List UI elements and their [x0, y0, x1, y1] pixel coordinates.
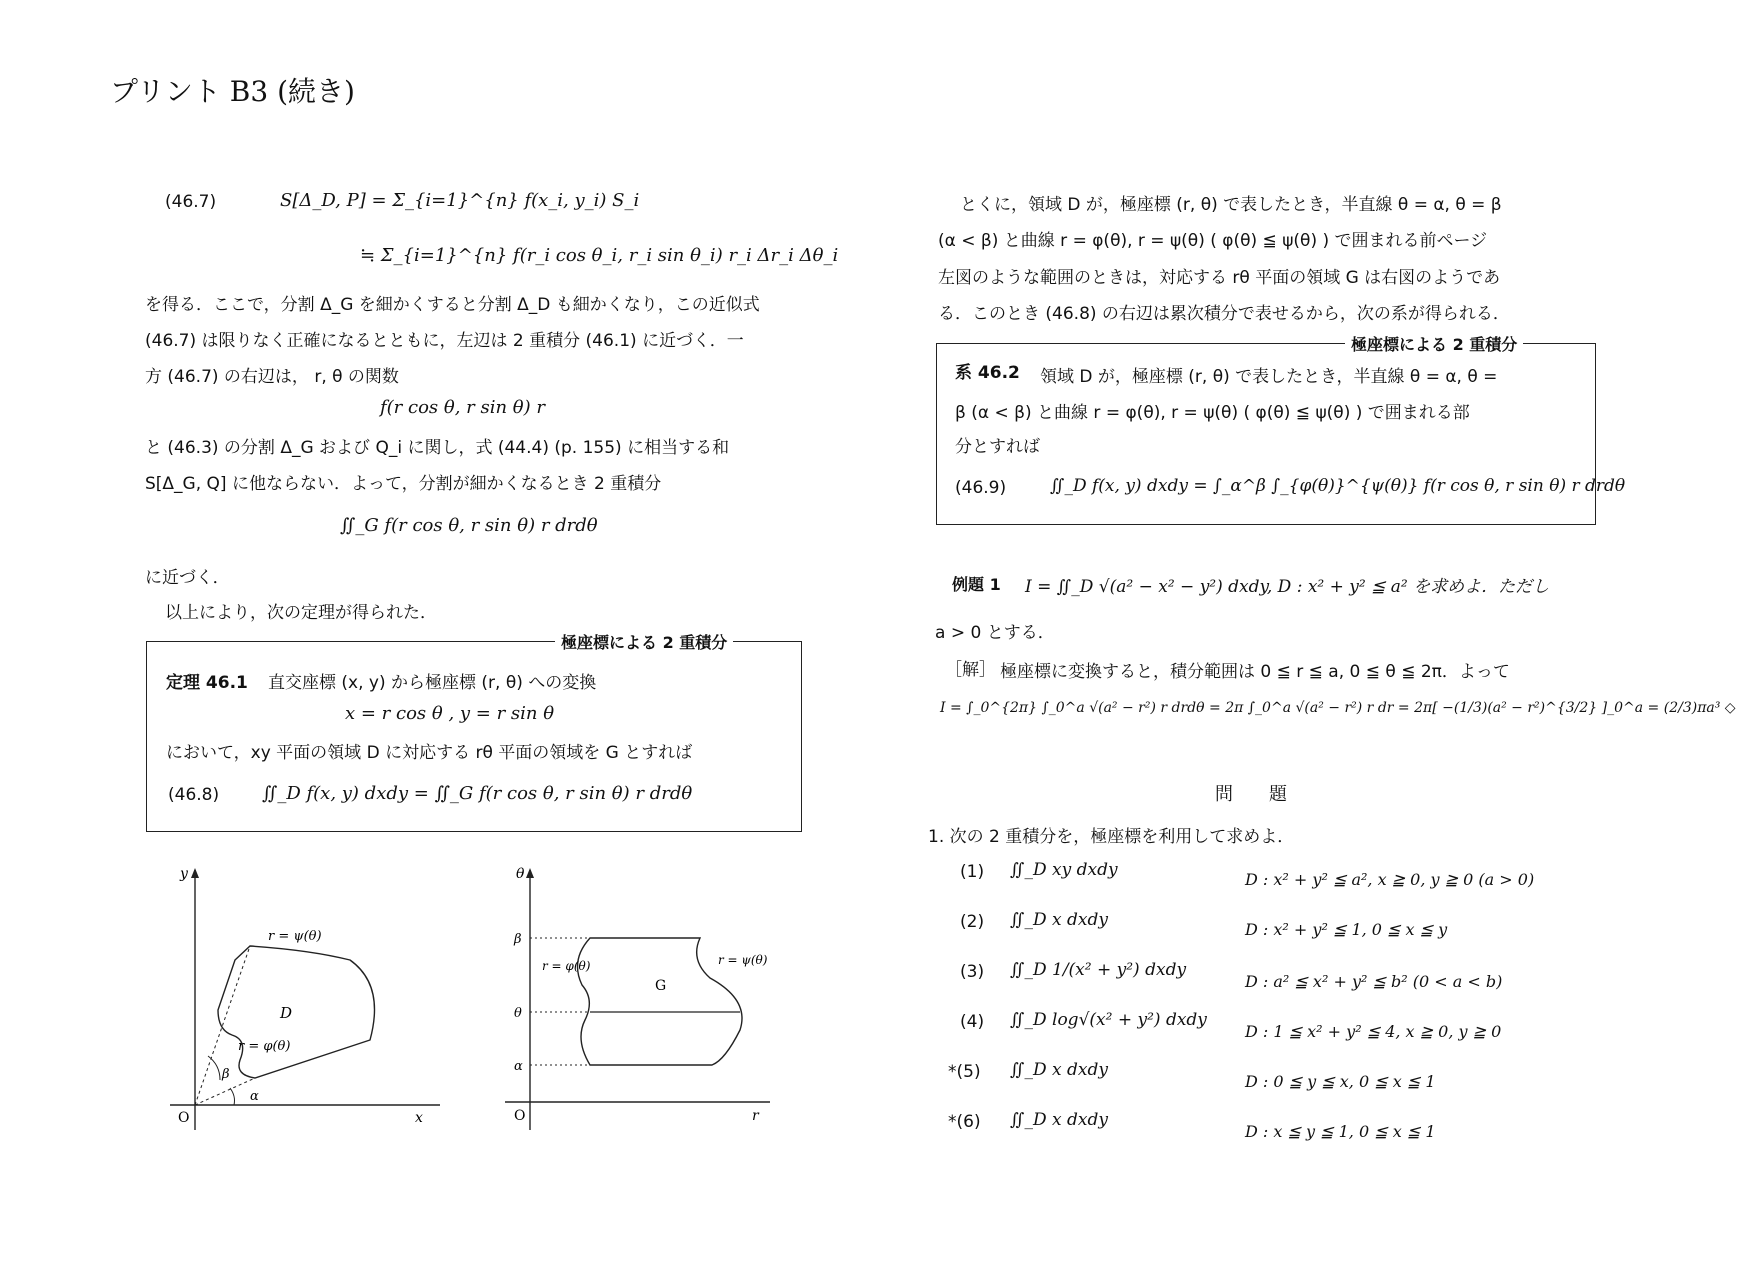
left-paragraph-line2: (46.7) は限りなく正確になるとともに，左辺は 2 重積分 (46.1) に近づく．一 — [145, 331, 744, 351]
solution-heading: ［解］ — [945, 660, 996, 680]
right-paragraph-line1: とくに，領域 D が，極座標 (r, θ) で表したとき，半直線 θ = α, θ = β — [960, 195, 1502, 215]
theorem-equation: x = r cos θ , y = r sin θ — [345, 703, 555, 724]
left-paragraph-line7: 以上により，次の定理が得られた． — [165, 603, 437, 623]
problem-item-4-number: (4) — [960, 1012, 985, 1032]
problem-1-prompt: 1. 次の 2 重積分を，極座標を利用して求めよ． — [928, 827, 1295, 847]
problem-item-3-domain: D : a² ≦ x² + y² ≦ b² (0 < a < b) — [1245, 972, 1503, 991]
problem-item-1-number: (1) — [960, 862, 985, 882]
eq-46-8: ∬_D f(x, y) dxdy = ∬_G f(r cos θ, r sin θ) r drdθ — [262, 783, 693, 804]
problem-item-4-expression: ∬_D log√(x² + y²) dxdy — [1010, 1010, 1207, 1030]
origin-label: O — [178, 1110, 190, 1126]
problem-item-2-expression: ∬_D x dxdy — [1010, 910, 1108, 930]
problem-item-5-number: *(5) — [948, 1062, 981, 1082]
eq-46-7-number: (46.7) — [165, 192, 217, 212]
right-paragraph-line4: る．このとき (46.8) の右辺は累次積分で表せるから，次の系が得られる． — [938, 304, 1510, 324]
theorem-heading: 定理 46.1 — [166, 673, 248, 693]
alpha-angle-label: α — [250, 1089, 259, 1104]
problem-item-2-domain: D : x² + y² ≦ 1, 0 ≦ x ≦ y — [1245, 920, 1448, 939]
eq-46-9: ∬_D f(x, y) dxdy = ∫_α^β ∫_{φ(θ)}^{ψ(θ)} f(r cos θ, r sin θ) r drdθ — [1050, 476, 1626, 496]
x-axis-label: x — [415, 1110, 423, 1126]
left-paragraph-line1: を得る．ここで，分割 Δ_G を細かくすると分割 Δ_D も細かくなり，この近似式 — [145, 295, 760, 315]
psi-curve-label: r = ψ(θ) — [268, 929, 322, 944]
problem-item-2-number: (2) — [960, 912, 985, 932]
beta-tick-label: β — [514, 932, 522, 947]
problem-item-6-expression: ∬_D x dxdy — [1010, 1110, 1108, 1130]
theorem-line1: 直交座標 (x, y) から極座標 (r, θ) への変換 — [268, 673, 597, 693]
eq-46-8-number: (46.8) — [168, 785, 220, 805]
corollary-line2: β (α < β) と曲線 r = φ(θ), r = ψ(θ) ( φ(θ) ≦ ψ(θ) ) で囲まれる部 — [955, 403, 1470, 423]
eq-46-9-number: (46.9) — [955, 478, 1007, 498]
problem-item-6-domain: D : x ≦ y ≦ 1, 0 ≦ x ≦ 1 — [1245, 1122, 1436, 1141]
problem-item-5-domain: D : 0 ≦ y ≦ x, 0 ≦ x ≦ 1 — [1245, 1072, 1436, 1091]
corollary-line3: 分とすれば — [955, 437, 1040, 457]
corollary-heading: 系 46.2 — [955, 363, 1020, 383]
theorem-box-label: 極座標による 2 重積分 — [555, 630, 733, 653]
polar-integral: ∬_G f(r cos θ, r sin θ) r drdθ — [340, 515, 598, 536]
theta-axis-label: θ — [516, 866, 525, 882]
right-paragraph-line2: (α < β) と曲線 r = φ(θ), r = ψ(θ) ( φ(θ) ≦ ψ(θ) ) で囲まれる前ページ — [938, 231, 1488, 251]
problem-item-3-expression: ∬_D 1/(x² + y²) dxdy — [1010, 960, 1187, 980]
xy-plane-figure — [150, 860, 450, 1135]
example-heading: 例題 1 — [952, 575, 1001, 594]
eq-46-7-line2: ≒ Σ_{i=1}^{n} f(r_i cos θ_i, r_i sin θ_i) r_i Δr_i Δθ_i — [360, 245, 839, 266]
alpha-tick-label: α — [514, 1059, 523, 1074]
problem-item-5-expression: ∬_D x dxdy — [1010, 1060, 1108, 1080]
left-paragraph-line3: 方 (46.7) の右辺は， r, θ の関数 — [145, 367, 399, 387]
theta-tick-label: θ — [514, 1006, 522, 1021]
right-paragraph-line3: 左図のような範囲のときは，対応する rθ 平面の領域 G は右図のようであ — [938, 268, 1501, 288]
problem-item-6-number: *(6) — [948, 1112, 981, 1132]
problem-item-1-domain: D : x² + y² ≦ a², x ≧ 0, y ≧ 0 (a > 0) — [1245, 870, 1535, 889]
origin-label-2: O — [514, 1108, 526, 1124]
region-G-label: G — [655, 978, 667, 994]
page-title: プリント B3 (続き) — [110, 75, 355, 108]
psi-curve-label-2: r = ψ(θ) — [718, 953, 768, 967]
example-line2: a > 0 とする． — [935, 623, 1055, 643]
left-paragraph-line5: S[Δ_G, Q] に他ならない．よって，分割が細かくなるとき 2 重積分 — [145, 474, 662, 494]
solution-line2: I = ∫_0^{2π} ∫_0^a √(a² − r²) r drdθ = 2π ∫_0^a √(a² − r²) r dr = 2π[ −(1/3)(a² − r²)^{3/2} ]_0^a = (2/3)πa³ ◇ — [940, 700, 1736, 716]
example-line1: I = ∬_D √(a² − x² − y²) dxdy, D : x² + y² ≦ a² を求めよ．ただし — [1025, 577, 1550, 597]
theorem-line2: において，xy 平面の領域 D に対応する rθ 平面の領域を G とすれば — [166, 743, 693, 763]
region-D-label: D — [280, 1004, 293, 1022]
function-expression: f(r cos θ, r sin θ) r — [380, 397, 545, 418]
problem-item-3-number: (3) — [960, 962, 985, 982]
left-paragraph-line4: と (46.3) の分割 Δ_G および Q_i に関し，式 (44.4) (p. 155) に相当する和 — [145, 438, 730, 458]
r-axis-label: r — [752, 1108, 759, 1124]
problems-title: 問 題 — [1215, 784, 1287, 805]
left-paragraph-line6: に近づく． — [145, 568, 230, 588]
corollary-box-label: 極座標による 2 重積分 — [1345, 332, 1523, 355]
r-theta-plane-figure — [490, 860, 790, 1135]
problem-item-4-domain: D : 1 ≦ x² + y² ≦ 4, x ≧ 0, y ≧ 0 — [1245, 1022, 1502, 1041]
y-axis-label: y — [180, 866, 188, 882]
problem-item-1-expression: ∬_D xy dxdy — [1010, 860, 1118, 880]
phi-curve-label-2: r = φ(θ) — [542, 959, 591, 973]
phi-curve-label: r = φ(θ) — [238, 1039, 291, 1054]
corollary-line1: 領域 D が，極座標 (r, θ) で表したとき，半直線 θ = α, θ = — [1040, 367, 1498, 387]
solution-line1: 極座標に変換すると，積分範囲は 0 ≦ r ≦ a, 0 ≦ θ ≦ 2π．よって — [1000, 662, 1510, 682]
eq-46-7-line1: S[Δ_D, P] = Σ_{i=1}^{n} f(x_i, y_i) S_i — [280, 190, 640, 211]
beta-angle-label: β — [222, 1067, 230, 1082]
